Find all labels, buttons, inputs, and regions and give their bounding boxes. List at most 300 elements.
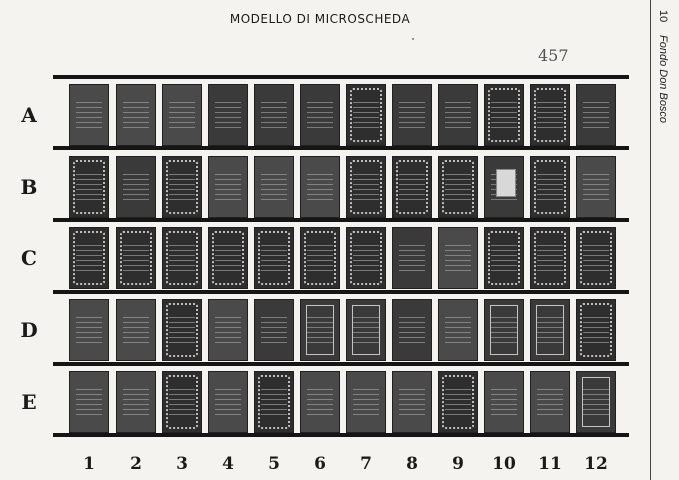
text-line <box>215 250 242 251</box>
microfiche-frame-d8 <box>392 299 432 361</box>
text-line <box>169 265 196 266</box>
text-line <box>307 194 334 195</box>
text-line <box>491 174 518 175</box>
microfiche-frame-a8 <box>392 84 432 146</box>
text-line <box>491 270 518 271</box>
text-line <box>169 250 196 251</box>
text-line <box>76 184 103 185</box>
microfiche-frame-e9 <box>438 371 478 433</box>
text-line <box>353 342 380 343</box>
text-line <box>491 102 518 103</box>
microfiche-frame-a7 <box>346 84 386 146</box>
text-line <box>123 250 150 251</box>
text-line <box>353 245 380 246</box>
text-line <box>123 255 150 256</box>
text-line <box>261 332 288 333</box>
text-line <box>445 245 472 246</box>
text-line <box>123 399 150 400</box>
text-line <box>169 245 196 246</box>
text-line <box>307 189 334 190</box>
microfiche-frame-e10 <box>484 371 524 433</box>
text-line <box>537 327 564 328</box>
text-line <box>215 260 242 261</box>
text-line <box>123 332 150 333</box>
text-line <box>491 404 518 405</box>
text-line <box>261 189 288 190</box>
text-line <box>537 389 564 390</box>
microfiche-frame-d9 <box>438 299 478 361</box>
text-line <box>76 389 103 390</box>
text-line <box>215 389 242 390</box>
text-line <box>307 322 334 323</box>
text-line <box>215 117 242 118</box>
text-line <box>445 389 472 390</box>
text-line <box>76 107 103 108</box>
text-line <box>307 399 334 400</box>
text-line <box>399 107 426 108</box>
text-line <box>123 112 150 113</box>
text-line <box>261 327 288 328</box>
text-line <box>169 117 196 118</box>
text-line <box>215 332 242 333</box>
text-line <box>583 245 610 246</box>
text-line <box>261 399 288 400</box>
microfiche-frame-a9 <box>438 84 478 146</box>
text-line <box>445 342 472 343</box>
text-line <box>583 404 610 405</box>
text-line <box>491 394 518 395</box>
text-line <box>399 127 426 128</box>
column-number-4: 4 <box>222 454 234 474</box>
text-line <box>537 255 564 256</box>
text-line <box>491 337 518 338</box>
text-line <box>169 327 196 328</box>
text-line <box>399 179 426 180</box>
text-line <box>537 245 564 246</box>
text-line <box>445 184 472 185</box>
text-line <box>123 102 150 103</box>
text-line <box>123 270 150 271</box>
text-line <box>215 399 242 400</box>
text-line <box>261 260 288 261</box>
text-line <box>491 255 518 256</box>
microfiche-frame-a12 <box>576 84 616 146</box>
text-line <box>399 255 426 256</box>
text-line <box>261 174 288 175</box>
text-line <box>583 414 610 415</box>
text-line <box>215 102 242 103</box>
microfiche-frame-b4 <box>208 156 248 218</box>
text-line <box>399 342 426 343</box>
text-line <box>76 117 103 118</box>
text-line <box>307 270 334 271</box>
microfiche-frame-c9 <box>438 227 478 289</box>
text-line <box>537 117 564 118</box>
microfiche-frame-c5 <box>254 227 294 289</box>
text-line <box>123 179 150 180</box>
text-line <box>215 255 242 256</box>
text-line <box>491 327 518 328</box>
text-line <box>123 404 150 405</box>
text-line <box>76 245 103 246</box>
text-line <box>123 107 150 108</box>
text-line <box>491 342 518 343</box>
text-line <box>537 404 564 405</box>
microfiche-frame-b11 <box>530 156 570 218</box>
column-number-2: 2 <box>130 454 142 474</box>
text-line <box>353 112 380 113</box>
text-line <box>583 107 610 108</box>
microfiche-frame-c7 <box>346 227 386 289</box>
text-line <box>76 327 103 328</box>
text-line <box>307 404 334 405</box>
microfiche-frame-d5 <box>254 299 294 361</box>
text-line <box>169 107 196 108</box>
text-line <box>583 127 610 128</box>
text-line <box>353 250 380 251</box>
text-line <box>261 194 288 195</box>
row-label-e: E <box>21 390 37 414</box>
text-line <box>76 399 103 400</box>
text-line <box>353 127 380 128</box>
microfiche-frame-c6 <box>300 227 340 289</box>
text-line <box>491 107 518 108</box>
text-line <box>123 117 150 118</box>
text-line <box>169 389 196 390</box>
text-line <box>537 112 564 113</box>
text-line <box>307 260 334 261</box>
text-line <box>445 255 472 256</box>
column-number-9: 9 <box>452 454 464 474</box>
text-line <box>215 107 242 108</box>
microfiche-frame-e1 <box>69 371 109 433</box>
page-title: MODELLO DI MICROSCHEDA <box>229 12 411 26</box>
text-line <box>76 260 103 261</box>
text-line <box>399 327 426 328</box>
text-line <box>261 245 288 246</box>
text-line <box>537 399 564 400</box>
microfiche-frame-a5 <box>254 84 294 146</box>
text-line <box>169 322 196 323</box>
text-line <box>261 122 288 123</box>
text-line <box>261 317 288 318</box>
text-line <box>537 189 564 190</box>
text-line <box>123 265 150 266</box>
text-line <box>445 409 472 410</box>
text-line <box>445 270 472 271</box>
text-line <box>123 260 150 261</box>
text-line <box>169 260 196 261</box>
text-line <box>261 184 288 185</box>
text-line <box>399 389 426 390</box>
text-line <box>537 409 564 410</box>
microfiche-frame-d3 <box>162 299 202 361</box>
text-line <box>583 337 610 338</box>
text-line <box>445 117 472 118</box>
text-line <box>307 122 334 123</box>
text-line <box>215 409 242 410</box>
text-line <box>307 174 334 175</box>
text-line <box>169 409 196 410</box>
text-line <box>445 112 472 113</box>
microfiche-frame-b9 <box>438 156 478 218</box>
text-line <box>445 107 472 108</box>
microfiche-frame-b12 <box>576 156 616 218</box>
dust-speck <box>412 38 414 40</box>
text-line <box>399 265 426 266</box>
microfiche-frame-c10 <box>484 227 524 289</box>
page-number: 457 <box>538 46 569 65</box>
text-line <box>399 199 426 200</box>
text-line <box>537 337 564 338</box>
text-line <box>215 337 242 338</box>
text-line <box>169 337 196 338</box>
strip-divider <box>53 290 629 294</box>
strip-divider <box>53 433 629 437</box>
text-line <box>353 194 380 195</box>
column-number-6: 6 <box>314 454 326 474</box>
text-line <box>583 327 610 328</box>
text-line <box>76 112 103 113</box>
text-line <box>445 414 472 415</box>
text-line <box>445 399 472 400</box>
text-line <box>445 102 472 103</box>
text-line <box>491 117 518 118</box>
microfiche-frame-e5 <box>254 371 294 433</box>
text-line <box>169 255 196 256</box>
text-line <box>583 189 610 190</box>
text-line <box>445 189 472 190</box>
text-line <box>537 199 564 200</box>
microfiche-frame-a2 <box>116 84 156 146</box>
text-line <box>123 327 150 328</box>
strip-divider <box>53 146 629 150</box>
text-line <box>307 184 334 185</box>
text-line <box>399 260 426 261</box>
text-line <box>491 332 518 333</box>
text-line <box>353 414 380 415</box>
text-line <box>76 394 103 395</box>
text-line <box>491 250 518 251</box>
text-line <box>445 260 472 261</box>
text-line <box>353 107 380 108</box>
text-line <box>399 189 426 190</box>
text-line <box>583 409 610 410</box>
text-line <box>215 265 242 266</box>
text-line <box>215 317 242 318</box>
text-line <box>445 265 472 266</box>
microfiche-frame-a10 <box>484 84 524 146</box>
text-line <box>169 189 196 190</box>
microfiche-frame-c1 <box>69 227 109 289</box>
microfiche-frame-e3 <box>162 371 202 433</box>
text-line <box>215 327 242 328</box>
text-line <box>353 409 380 410</box>
text-line <box>169 414 196 415</box>
text-line <box>215 127 242 128</box>
text-line <box>491 194 518 195</box>
text-line <box>583 394 610 395</box>
text-line <box>123 414 150 415</box>
text-line <box>169 112 196 113</box>
text-line <box>583 255 610 256</box>
text-line <box>399 394 426 395</box>
text-line <box>123 245 150 246</box>
text-line <box>583 122 610 123</box>
text-line <box>123 189 150 190</box>
text-line <box>307 394 334 395</box>
text-line <box>445 250 472 251</box>
text-line <box>215 194 242 195</box>
text-line <box>261 250 288 251</box>
text-line <box>261 270 288 271</box>
text-line <box>491 389 518 390</box>
text-line <box>215 189 242 190</box>
text-line <box>583 322 610 323</box>
text-line <box>399 250 426 251</box>
text-line <box>583 174 610 175</box>
text-line <box>215 112 242 113</box>
text-line <box>445 327 472 328</box>
text-line <box>76 255 103 256</box>
text-line <box>491 399 518 400</box>
text-line <box>307 102 334 103</box>
text-line <box>537 122 564 123</box>
text-line <box>583 194 610 195</box>
text-line <box>76 189 103 190</box>
text-line <box>353 389 380 390</box>
text-line <box>215 179 242 180</box>
text-line <box>261 404 288 405</box>
text-line <box>537 317 564 318</box>
text-line <box>76 332 103 333</box>
text-line <box>537 270 564 271</box>
text-line <box>261 112 288 113</box>
text-line <box>76 127 103 128</box>
text-line <box>491 189 518 190</box>
text-line <box>123 409 150 410</box>
text-line <box>215 122 242 123</box>
text-line <box>399 174 426 175</box>
microfiche-frame-a11 <box>530 84 570 146</box>
microfiche-frame-d12 <box>576 299 616 361</box>
microfiche-frame-d6 <box>300 299 340 361</box>
microfiche-frame-a4 <box>208 84 248 146</box>
text-line <box>353 317 380 318</box>
text-line <box>76 414 103 415</box>
sidebar-number: 10 <box>657 10 669 23</box>
text-line <box>76 250 103 251</box>
microfiche-frame-b10 <box>484 156 524 218</box>
text-line <box>123 317 150 318</box>
text-line <box>307 332 334 333</box>
text-line <box>353 337 380 338</box>
text-line <box>76 337 103 338</box>
text-line <box>537 394 564 395</box>
text-line <box>169 332 196 333</box>
text-line <box>537 179 564 180</box>
text-line <box>215 245 242 246</box>
text-line <box>307 127 334 128</box>
column-number-12: 12 <box>584 454 608 474</box>
text-line <box>169 404 196 405</box>
text-line <box>169 174 196 175</box>
row-label-b: B <box>20 175 38 199</box>
text-line <box>353 184 380 185</box>
text-line <box>583 270 610 271</box>
column-number-10: 10 <box>492 454 516 474</box>
text-line <box>445 394 472 395</box>
column-number-7: 7 <box>360 454 372 474</box>
text-line <box>76 342 103 343</box>
text-line <box>123 322 150 323</box>
text-line <box>445 322 472 323</box>
text-line <box>123 394 150 395</box>
text-line <box>353 117 380 118</box>
text-line <box>169 179 196 180</box>
microfiche-frame-c12 <box>576 227 616 289</box>
text-line <box>307 255 334 256</box>
microfiche-frame-d7 <box>346 299 386 361</box>
text-line <box>583 112 610 113</box>
text-line <box>123 122 150 123</box>
fond-name: Fondo Don Bosco <box>657 35 669 124</box>
text-line <box>353 270 380 271</box>
text-line <box>215 342 242 343</box>
text-line <box>491 322 518 323</box>
text-line <box>261 414 288 415</box>
microfiche-frame-b5 <box>254 156 294 218</box>
microfiche-frame-e2 <box>116 371 156 433</box>
text-line <box>215 414 242 415</box>
text-line <box>537 414 564 415</box>
text-line <box>445 404 472 405</box>
text-line <box>76 322 103 323</box>
text-line <box>261 102 288 103</box>
text-line <box>353 122 380 123</box>
microfiche-frame-d10 <box>484 299 524 361</box>
text-line <box>76 409 103 410</box>
text-line <box>399 404 426 405</box>
text-line <box>537 127 564 128</box>
text-line <box>307 245 334 246</box>
text-line <box>353 179 380 180</box>
text-line <box>169 184 196 185</box>
text-line <box>399 322 426 323</box>
text-line <box>445 174 472 175</box>
text-line <box>169 342 196 343</box>
text-line <box>583 184 610 185</box>
text-line <box>491 317 518 318</box>
text-line <box>583 117 610 118</box>
text-line <box>583 250 610 251</box>
text-line <box>76 404 103 405</box>
microfiche-frame-a1 <box>69 84 109 146</box>
text-line <box>76 265 103 266</box>
text-line <box>537 184 564 185</box>
text-line <box>307 250 334 251</box>
text-line <box>307 342 334 343</box>
text-line <box>261 179 288 180</box>
text-line <box>307 107 334 108</box>
microfiche-frame-c11 <box>530 227 570 289</box>
text-line <box>76 317 103 318</box>
text-line <box>123 342 150 343</box>
microfiche-frame-d11 <box>530 299 570 361</box>
text-line <box>537 342 564 343</box>
text-line <box>353 399 380 400</box>
text-line <box>76 174 103 175</box>
